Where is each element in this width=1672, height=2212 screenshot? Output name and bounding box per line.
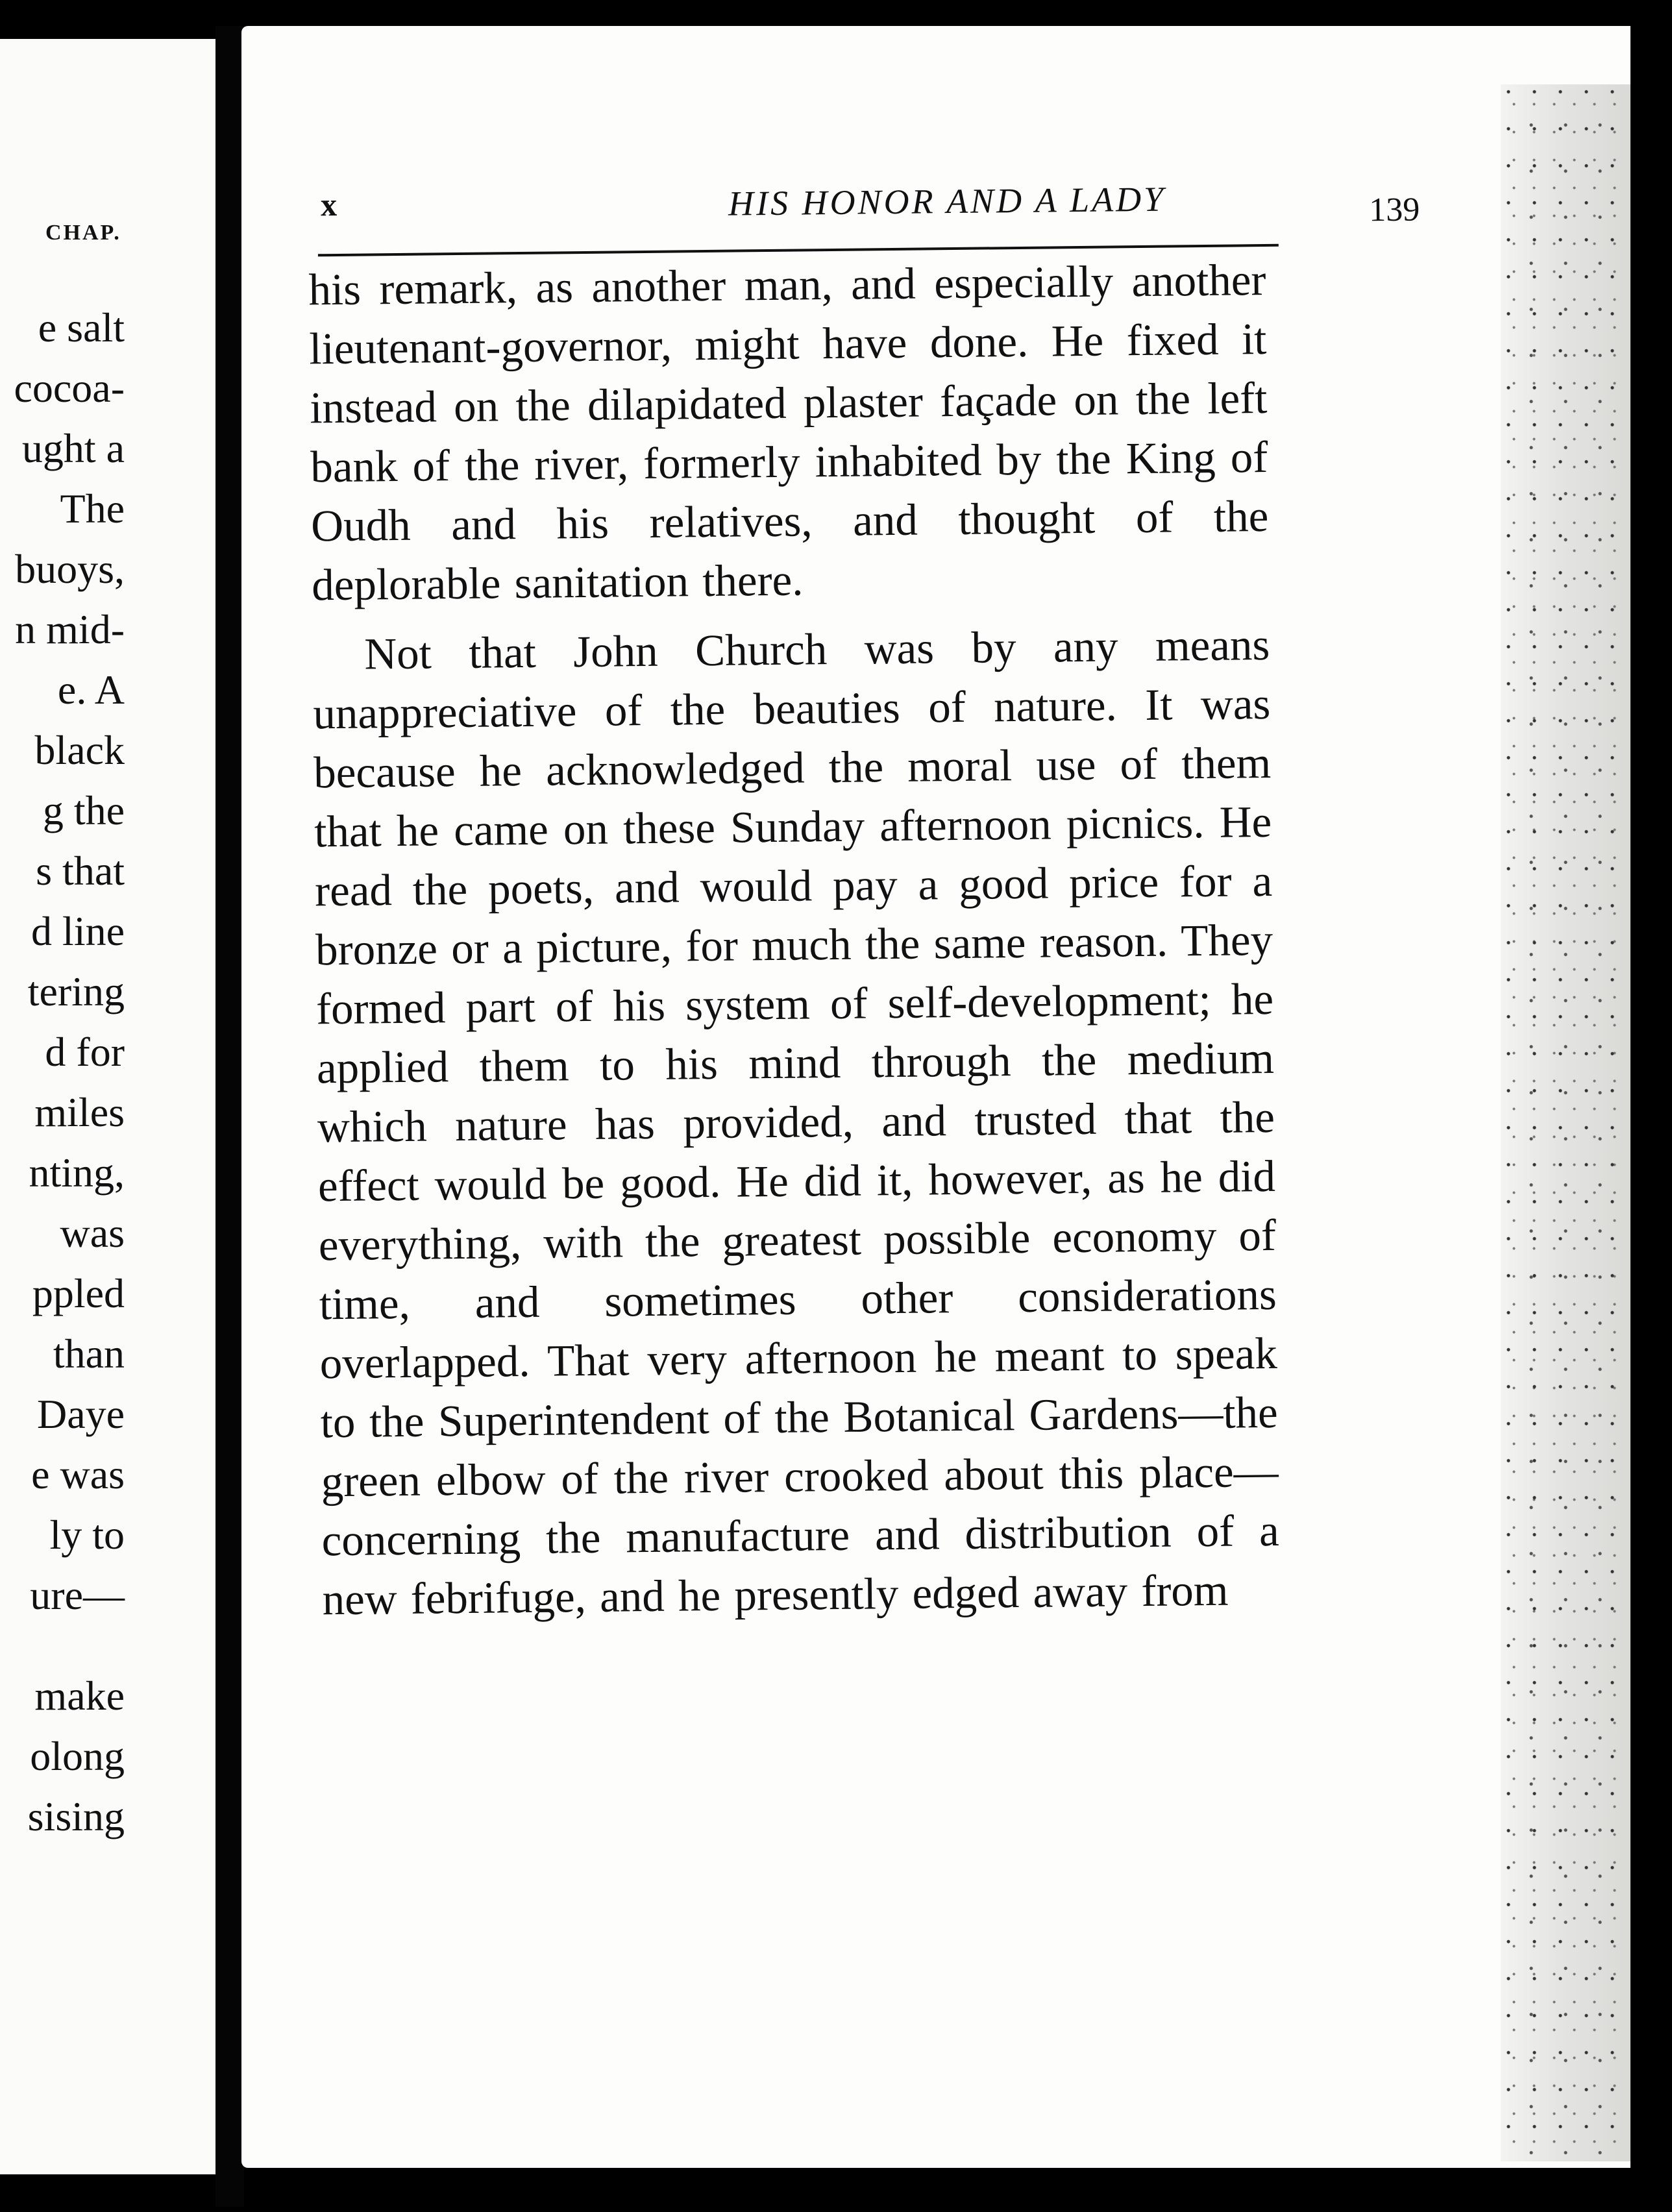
left-page-text-fragments bbox=[14, 297, 125, 1847]
right-page-content bbox=[241, 26, 1630, 2168]
body-text bbox=[308, 251, 1280, 1629]
page-number: 139 bbox=[1368, 191, 1420, 229]
header-chapter-number: x bbox=[320, 186, 338, 223]
running-title: HIS HONOR AND A LADY bbox=[728, 179, 1166, 223]
left-line: g the bbox=[42, 787, 125, 833]
left-line: miles bbox=[34, 1089, 125, 1135]
left-line: black bbox=[34, 727, 125, 773]
left-page bbox=[0, 39, 215, 2174]
left-line: d for bbox=[45, 1029, 125, 1075]
left-line: tering bbox=[27, 968, 125, 1014]
left-line: ppled bbox=[32, 1270, 125, 1316]
left-page-chap-label: CHAP. bbox=[45, 221, 121, 245]
left-line: cocoa- bbox=[14, 365, 125, 411]
book-gutter bbox=[215, 26, 244, 2207]
left-line: e. A bbox=[57, 667, 125, 713]
left-line: ught a bbox=[21, 425, 125, 471]
left-line: e salt bbox=[38, 304, 125, 350]
left-line: than bbox=[53, 1331, 125, 1377]
left-line: ly to bbox=[49, 1512, 125, 1558]
left-line: d line bbox=[31, 908, 125, 954]
left-line: was bbox=[60, 1210, 125, 1256]
left-line: The bbox=[60, 485, 125, 532]
left-line: e was bbox=[31, 1451, 125, 1497]
left-line: sising bbox=[27, 1793, 125, 1839]
left-line: olong bbox=[30, 1733, 125, 1779]
left-line: ure— bbox=[30, 1572, 125, 1618]
paragraph: his remark, as another man, and especially another lieutenant-governor, might have done. He fixed it instead on the dilapidated plaster façade on the left bank of the river, formerly inhabited by the King of Oudh and his relatives, and thought of the deplorable sanitation there. bbox=[308, 254, 1269, 610]
left-line: buoys, bbox=[15, 546, 125, 592]
left-line: Daye bbox=[36, 1391, 125, 1437]
right-page bbox=[241, 26, 1630, 2168]
paragraph: Not that John Church was by any means unappreciative of the beauties of nature. It was because he acknowledged the moral use of them that he came on these Sunday afternoon picnics. He read the poets, and would pay a good price for a bronze or a picture, for much the same reason. They formed part of his system of self-development; he applied them to his mind through the medium which nature has provided, and trusted that the effect would be good. He did it, however, as he did everything, with the greatest possible economy of time, and sometimes other considerations overlapped. That very afternoon he meant to speak to the Superintendent of the Botanical Gardens—the green elbow of the river crooked about this place—concerning the manufacture and distribution of a new febrifuge, and he presently edged away from bbox=[312, 619, 1279, 1625]
left-line: n mid- bbox=[15, 606, 125, 652]
left-line: make bbox=[34, 1673, 125, 1719]
left-line: s that bbox=[36, 848, 125, 894]
left-line: nting, bbox=[29, 1149, 125, 1196]
